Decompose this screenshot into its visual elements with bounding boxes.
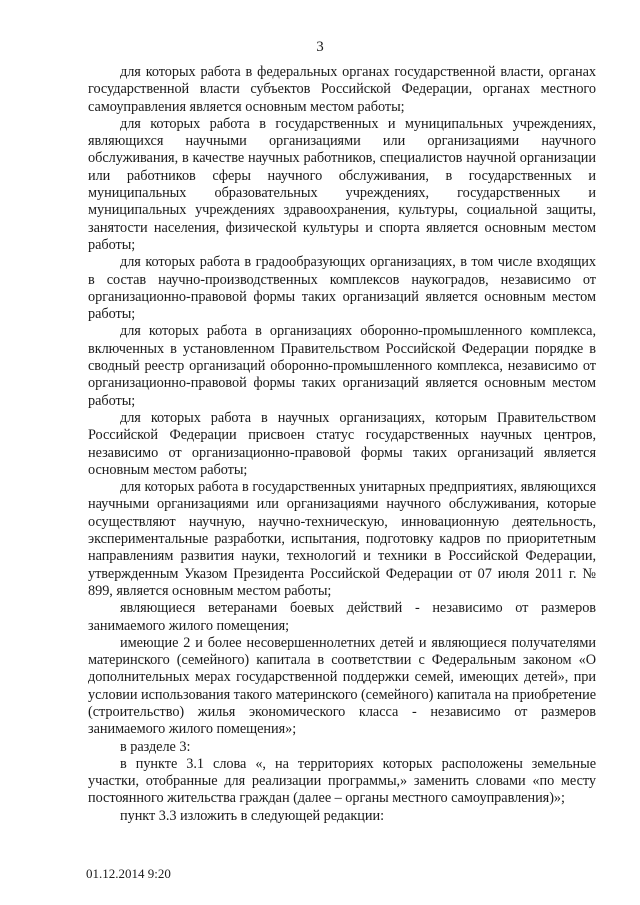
- paragraph: в разделе 3:: [120, 738, 191, 755]
- page-number: 3: [316, 39, 324, 55]
- paragraph: для которых работа в государственных унитарных предприятиях, являющихся научными организациями или организациями научного обслуживания, которые осуществляют научную, научно-техническую, инновационную деятельность, экспериментальные разработки, испытания, подготовку кадров по приоритетным направлениям развития науки, технологий и техники в Российской Федерации, утвержденным Указом Президента Российской Федерации от 07 июля 2011 г. № 899, является основным местом работы;: [88, 479, 596, 599]
- paragraph: в пункте 3.1 слова «, на территориях которых расположены земельные участки, отобранные для реализации программы,» заменить словами «по месту постоянного жительства граждан (далее – органы местного самоуправления)»;: [88, 755, 596, 807]
- paragraph: пункт 3.3 изложить в следующей редакции:: [120, 807, 385, 824]
- document-body: [88, 64, 596, 825]
- paragraph: для которых работа в градообразующих организациях, в том числе входящих в состав научно-производственных комплексов наукоградов, независимо от организационно-правовой формы таких организаций является основным местом работы;: [88, 254, 596, 323]
- paragraph: для которых работа в организациях оборонно-промышленного комплекса, включенных в установленном Правительством Российской Федерации порядке в сводный реестр организаций оборонно-промышленного комплекса, независимо от организационно-правовой формы таких организаций является основным местом работы;: [88, 323, 596, 409]
- paragraph: имеющие 2 и более несовершеннолетних детей и являющиеся получателями материнского (семейного) капитала в соответствии с Федеральным законом «О дополнительных мерах государственной поддержки семей, имеющих детей», при условии использования такого материнского (семейного) капитала на приобретение (строительство) жилья экономического класса - независимо от размеров занимаемого жилого помещения»;: [88, 634, 596, 738]
- paragraph: для которых работа в государственных и муниципальных учреждениях, являющихся научными организациями или организациями научного обслуживания, в качестве научных работников, специалистов научной организации или работников сферы научного обслуживания, в государственных и муниципальных образовательных учреждениях, государственных и муниципальных учреждениях здравоохранения, культуры, социальной защиты, занятости населения, физической культуры и спорта является основным местом работы;: [88, 115, 596, 253]
- print-timestamp: 01.12.2014 9:20: [86, 866, 171, 881]
- paragraph: являющиеся ветеранами боевых действий - независимо от размеров занимаемого жилого помещения;: [88, 600, 596, 634]
- paragraph: для которых работа в научных организациях, которым Правительством Российской Федерации присвоен статус государственных научных центров, независимо от организационно-правовой формы таких организаций является основным местом работы;: [88, 409, 596, 478]
- paragraph: для которых работа в федеральных органах государственной власти, органах государственной власти субъектов Российской Федерации, органах местного самоуправления является основным местом работы;: [88, 64, 596, 115]
